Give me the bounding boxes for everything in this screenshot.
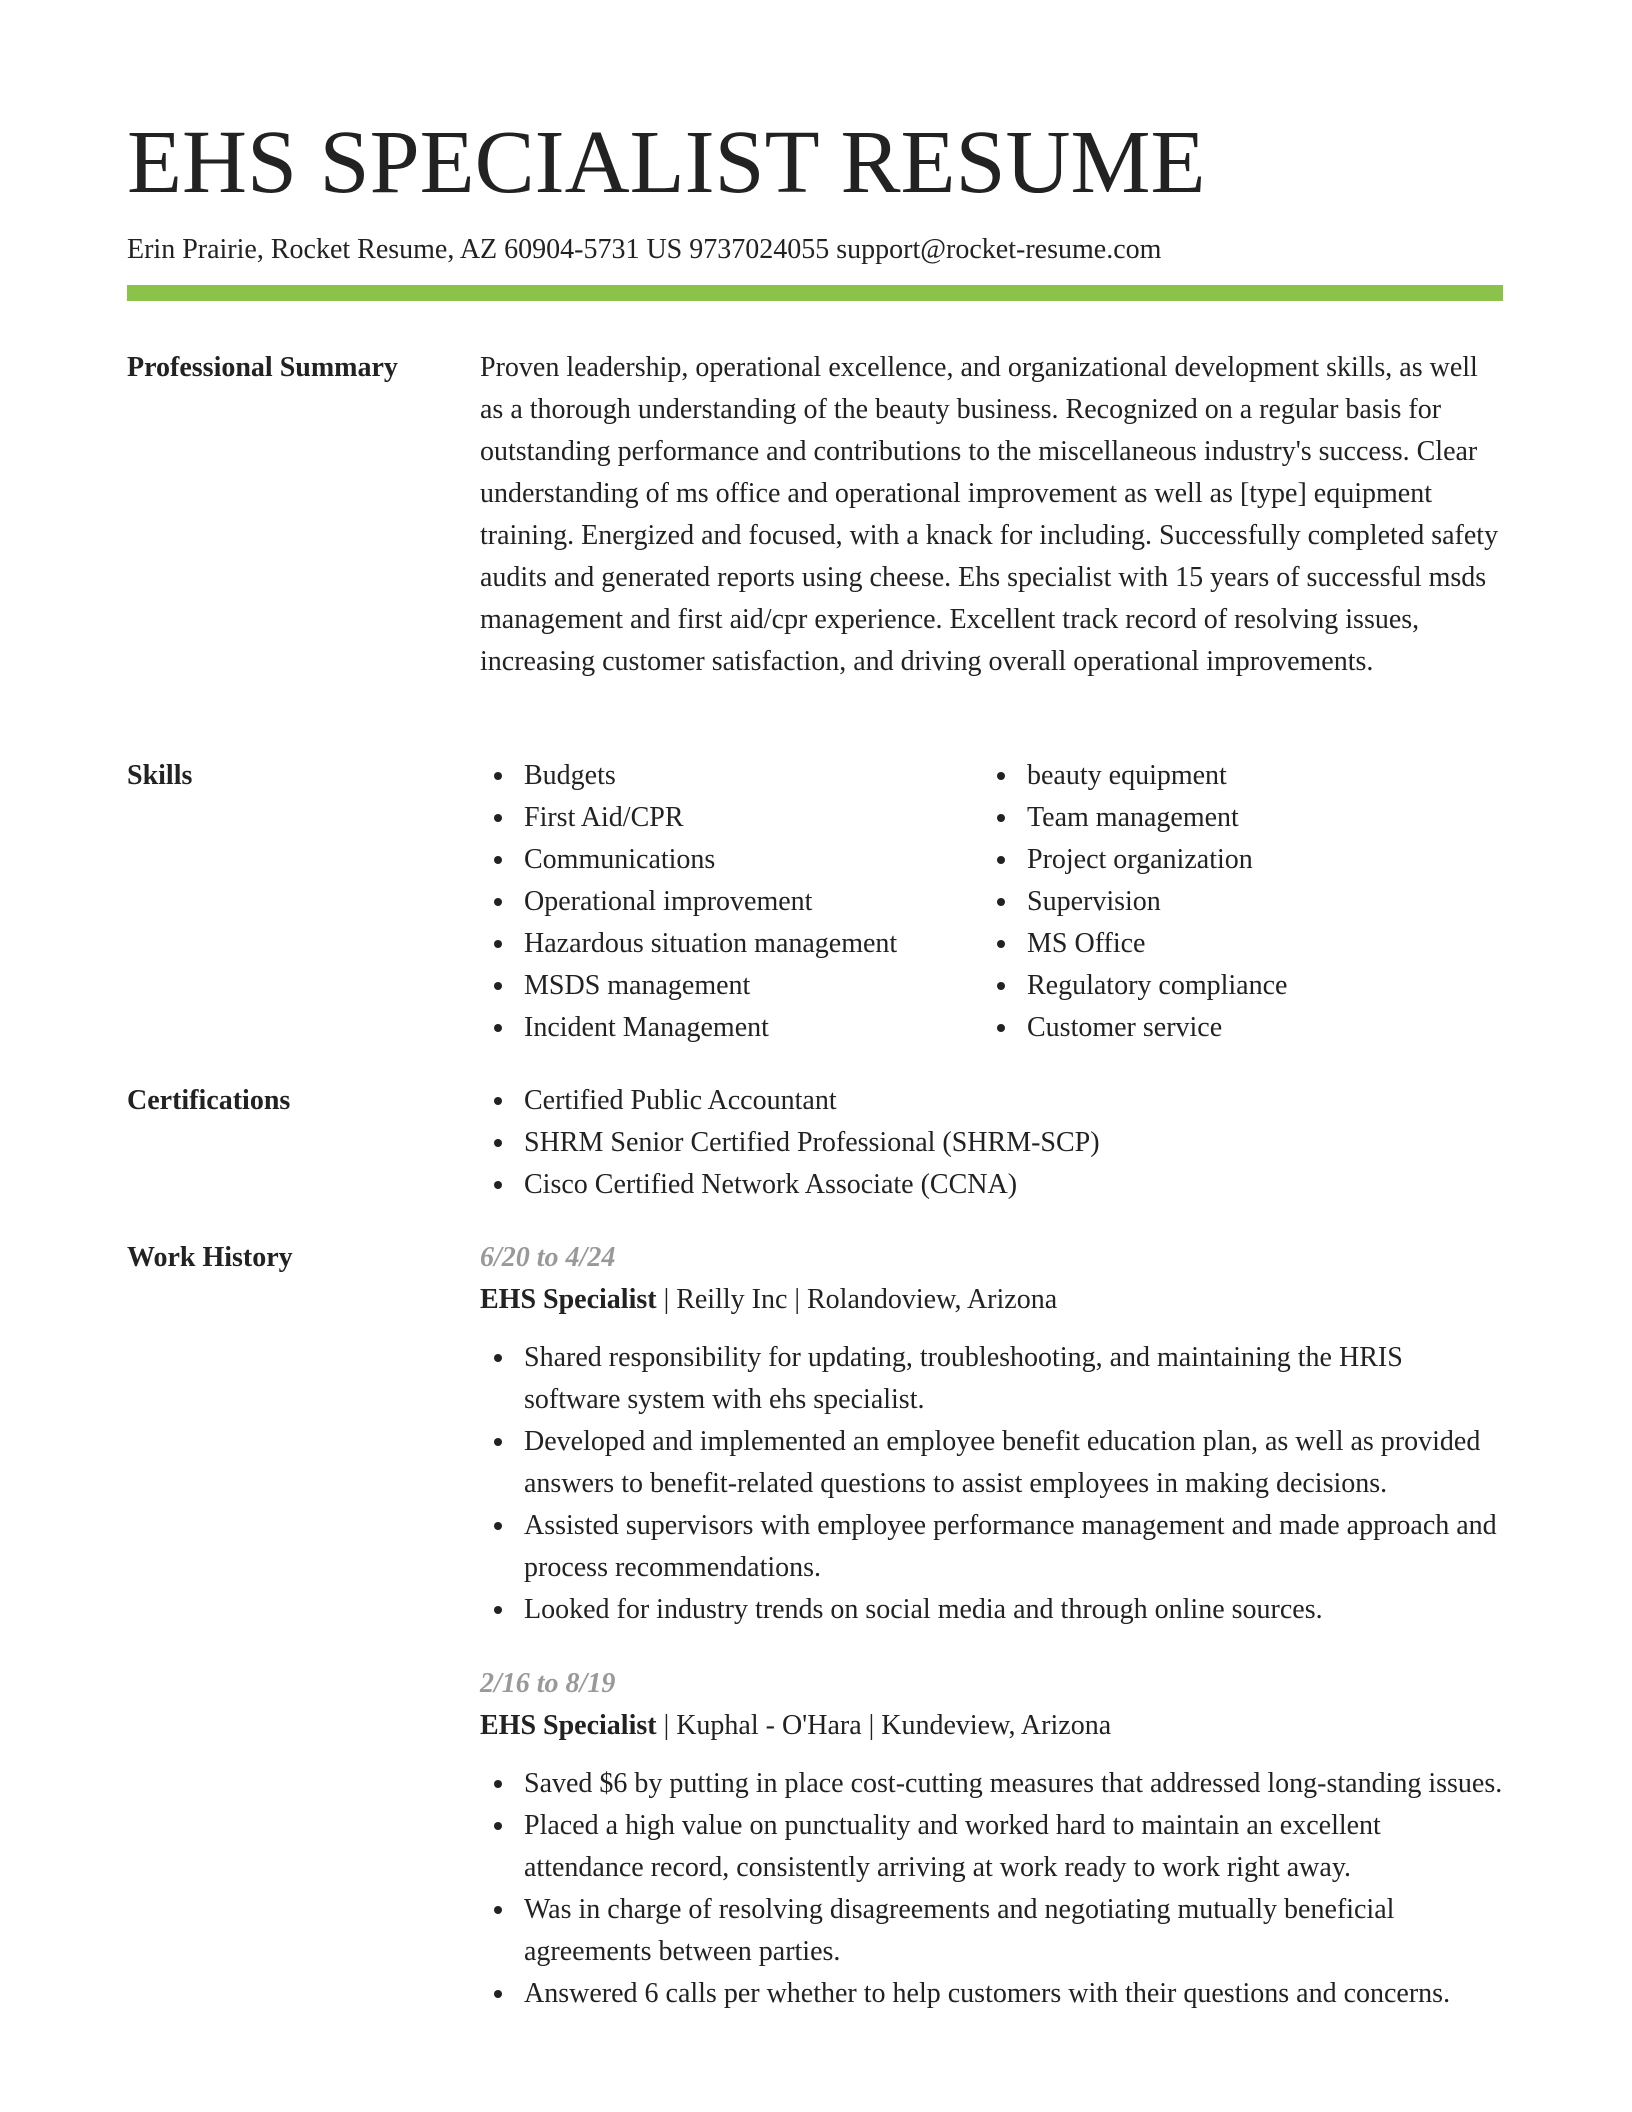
certifications-label: Certifications: [127, 1085, 291, 1116]
skill-item: Regulatory compliance: [983, 965, 1486, 1007]
job-title: EHS Specialist: [480, 1710, 657, 1741]
skill-item: Supervision: [983, 881, 1486, 923]
summary-body: [480, 347, 1503, 683]
header-divider: [127, 285, 1503, 301]
contact-email: support@rocket-resume.com: [836, 234, 1162, 265]
skill-item: Budgets: [480, 755, 983, 797]
job-bullets: [480, 1763, 1503, 2015]
job-bullet: Assisted supervisors with employee performance management and made approach and process recommendations.: [480, 1505, 1503, 1589]
job-entry: [480, 1663, 1503, 2015]
skill-item: Incident Management: [480, 1007, 983, 1049]
job-title: EHS Specialist: [480, 1284, 657, 1315]
job-bullet: Saved $6 by putting in place cost-cutting measures that addressed long-standing issues.: [480, 1763, 1503, 1805]
summary-text: Proven leadership, operational excellence, and organizational development skills, as well as a thorough understanding of the beauty business. Recognized on a regular basis for outstanding performance and contributions to the miscellaneous industry's success. Clear understanding of ms office and operational improvement as well as [type] equipment training. Energized and focused, with a knack for including. Successfully completed safety audits and generated reports using cheese. Ehs specialist with 15 years of successful msds management and first aid/cpr experience. Excellent track record of resolving issues, increasing customer satisfaction, and driving overall operational improvements.: [480, 352, 1499, 677]
job-bullet: Answered 6 calls per whether to help customers with their questions and concerns.: [480, 1973, 1503, 2015]
contact-name: Erin Prairie,: [127, 234, 264, 265]
skill-item: beauty equipment: [983, 755, 1486, 797]
job-bullet: Placed a high value on punctuality and worked hard to maintain an excellent attendance record, consistently arriving at work ready to work right away.: [480, 1805, 1503, 1889]
work-history-label: Work History: [127, 1242, 293, 1273]
job-dates: 2/16 to 8/19: [480, 1668, 616, 1699]
skill-item: Team management: [983, 797, 1486, 839]
job-heading: [480, 1705, 1503, 1747]
certifications-list: [480, 1080, 1503, 1206]
skill-item: Operational improvement: [480, 881, 983, 923]
skills-body: [480, 755, 1503, 1049]
resume-title: EHS SPECIALIST RESUME: [127, 113, 1206, 212]
skills-label: Skills: [127, 760, 193, 791]
skill-item: MSDS management: [480, 965, 983, 1007]
job-spacer: [480, 1631, 1503, 1663]
summary-label: Professional Summary: [127, 352, 398, 383]
contact-line: [127, 230, 1161, 270]
skills-list-left: [480, 755, 983, 1049]
job-company-location: | Kuphal - O'Hara | Kundeview, Arizona: [656, 1710, 1112, 1741]
certification-item: Cisco Certified Network Associate (CCNA): [480, 1164, 1503, 1206]
job-bullet: Was in charge of resolving disagreements and negotiating mutually beneficial agreements between parties.: [480, 1889, 1503, 1973]
job-bullet: Looked for industry trends on social media and through online sources.: [480, 1589, 1503, 1631]
job-dates: 6/20 to 4/24: [480, 1242, 616, 1273]
contact-phone: 9737024055: [689, 234, 830, 265]
job-heading: [480, 1279, 1503, 1321]
job-bullet: Shared responsibility for updating, troubleshooting, and maintaining the HRIS software system with ehs specialist.: [480, 1337, 1503, 1421]
job-company-location: | Reilly Inc | Rolandoview, Arizona: [656, 1284, 1058, 1315]
skill-item: MS Office: [983, 923, 1486, 965]
job-bullet: Developed and implemented an employee benefit education plan, as well as provided answers to benefit-related questions to assist employees in making decisions.: [480, 1421, 1503, 1505]
certification-item: SHRM Senior Certified Professional (SHRM-SCP): [480, 1122, 1503, 1164]
skill-item: Customer service: [983, 1007, 1486, 1049]
job-bullets: [480, 1337, 1503, 1631]
skill-item: First Aid/CPR: [480, 797, 983, 839]
certification-item: Certified Public Accountant: [480, 1080, 1503, 1122]
skill-item: Project organization: [983, 839, 1486, 881]
job-entry: [480, 1237, 1503, 1631]
contact-address: Rocket Resume, AZ 60904-5731 US: [270, 234, 683, 265]
work-history-body: [480, 1237, 1503, 2015]
skills-list-right: [983, 755, 1486, 1049]
certifications-body: [480, 1080, 1503, 1206]
skill-item: Hazardous situation management: [480, 923, 983, 965]
skill-item: Communications: [480, 839, 983, 881]
